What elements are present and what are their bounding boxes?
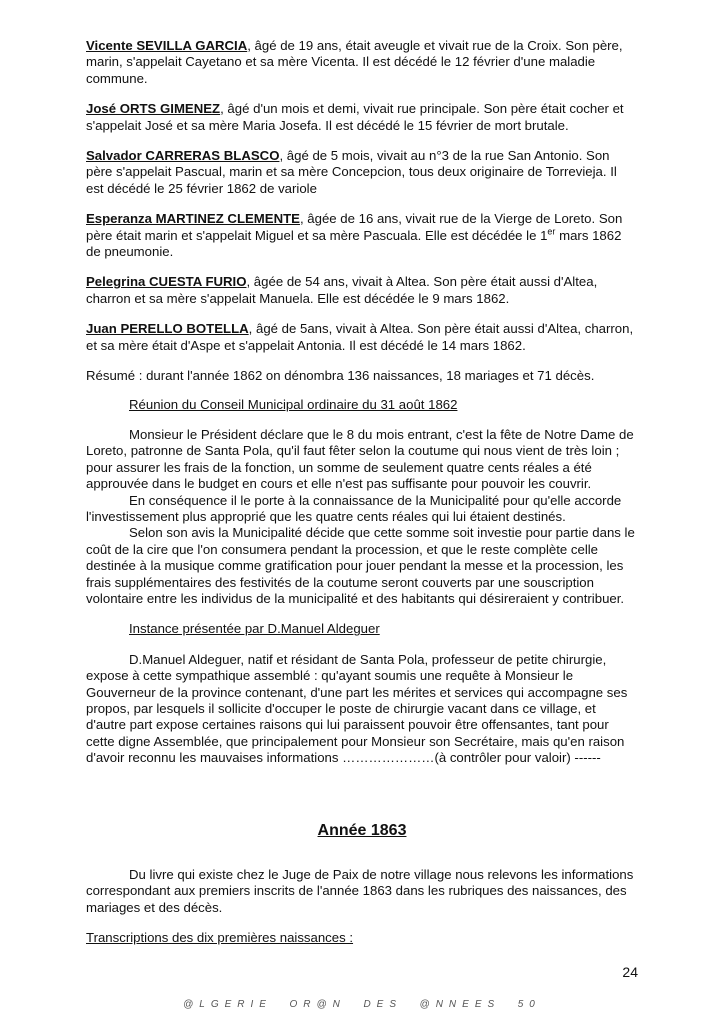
entry-text: , âgé d'un mois et demi, vivait rue principale. Son père était cocher et s'appelait José et sa mère Maria Josefa. Il est décédé le 15 février de mort brutale.	[86, 101, 624, 133]
death-entry	[86, 38, 638, 87]
entry-text: , âgée de 16 ans, vivait rue de la Vierge de Loreto. Son père était marin et s'appelait Miguel et sa mère Pascuala. Elle est décédée le 1	[86, 211, 623, 243]
entry-text: , âgée de 54 ans, vivait à Altea. Son père était aussi d'Altea, charron et sa mère s'appelait Manuela. Elle est décédée le 9 mars 1862.	[86, 274, 598, 306]
page-footer: @LGERIE OR@N DES @NNEES 50	[183, 999, 541, 1010]
death-entry	[86, 274, 638, 307]
person-name: Salvador CARRERAS BLASCO	[86, 148, 280, 164]
person-name: Juan PERELLO BOTELLA	[86, 321, 249, 337]
document-page	[86, 38, 638, 947]
instance-paragraph: D.Manuel Aldeguer, natif et résidant de Santa Pola, professeur de petite chirurgie, expose à cette sympathique assemblé : qu'ayant soumis une requête à Monsieur le Gouverneur de la province contenant, d'une part les mérites et services qui accompagne ses propos, par lesquels il sollicite d'occuper le poste de chirurgie vacant dans ce village, et d'autre part expose certaines raisons qui lui paraissent pouvoir être offensantes, tant pour cette digne Assemblée, que principalement pour Monsieur son Secrétaire, mais qu'en raison d'avoir reconnu les mauvaises informations …………………(à contrôler pour valoir) ------	[86, 651, 628, 766]
entry-text: , âgé de 5ans, vivait à Altea. Son père était aussi d'Altea, charron, et sa mère était d'Aspe et s'appelait Antonia. Il est décédé le 14 mars 1862.	[86, 321, 634, 353]
entry-text: mars 1862 de pneumonie.	[86, 227, 622, 260]
ordinal-superscript: er	[547, 226, 556, 237]
council-paragraph: Selon son avis la Municipalité décide que cette somme soit investie pour partie dans le coût de la cire que l'on consumera pendant la procession, et que le reste complète celle destinée à la musique comme gratification pour jouer pendant la messe et la procession, les frais supplémentaires des festivités de la coutume seront couverts par une souscription volontaire entre les individus de la municipalité et des habitants qui désireraient y contribuer.	[86, 525, 635, 606]
death-entry	[86, 101, 638, 134]
death-entry	[86, 321, 638, 354]
year-title: Année 1863	[317, 821, 407, 839]
person-name: Pelegrina CUESTA FURIO	[86, 274, 247, 290]
entry-text: , âgé de 5 mois, vivait au n°3 de la rue San Antonio. Son père s'appelait Pascual, marin et sa mère Concepcion, tous deux originaire de Torrevieja. Il est décédé le 25 février 1862 de variole	[86, 148, 617, 196]
person-name: Vicente SEVILLA GARCIA	[86, 38, 248, 53]
death-entry	[86, 211, 638, 260]
instance-heading: Instance présentée par D.Manuel Aldeguer	[129, 621, 380, 637]
person-name: Esperanza MARTINEZ CLEMENTE	[86, 211, 300, 227]
year-summary: Résumé : durant l'année 1862 on dénombra 136 naissances, 18 mariages et 71 décès.	[86, 368, 595, 384]
transcriptions-heading: Transcriptions des dix premières naissances :	[86, 930, 354, 946]
council-paragraph: Monsieur le Président déclare que le 8 du mois entrant, c'est la fête de Notre Dame de Loreto, patronne de Santa Pola, qu'il faut fêter selon la coutume qui nous vient de très loin ; pour assurer les frais de la fonction, un somme de seulement quatre cents réales a été approuvée dans le budget en cours et elle n'est pas suffisante pour pouvoir les couvrir.	[86, 426, 634, 492]
page-number: 24	[622, 964, 638, 980]
entry-text: , âgé de 19 ans, était aveugle et vivait rue de la Croix. Son père, marin, s'appelait Cayetano et sa mère Vicenta. Il est décédé le 12 février d'une maladie commune.	[86, 38, 623, 86]
intro-paragraph: Du livre qui existe chez le Juge de Paix de notre village nous relevons les informations correspondant aux premiers inscrits de l'année 1863 dans les rubriques des naissances, des mariages et des décès.	[86, 867, 634, 915]
council-meeting-heading: Réunion du Conseil Municipal ordinaire du 31 août 1862	[129, 396, 458, 412]
death-entry	[86, 148, 638, 197]
person-name: José ORTS GIMENEZ	[86, 101, 221, 117]
council-paragraph: En conséquence il le porte à la connaissance de la Municipalité pour qu'elle accorde l'investissement plus approprié que les quatre cents réales qui lui étaient destinés.	[86, 492, 622, 524]
